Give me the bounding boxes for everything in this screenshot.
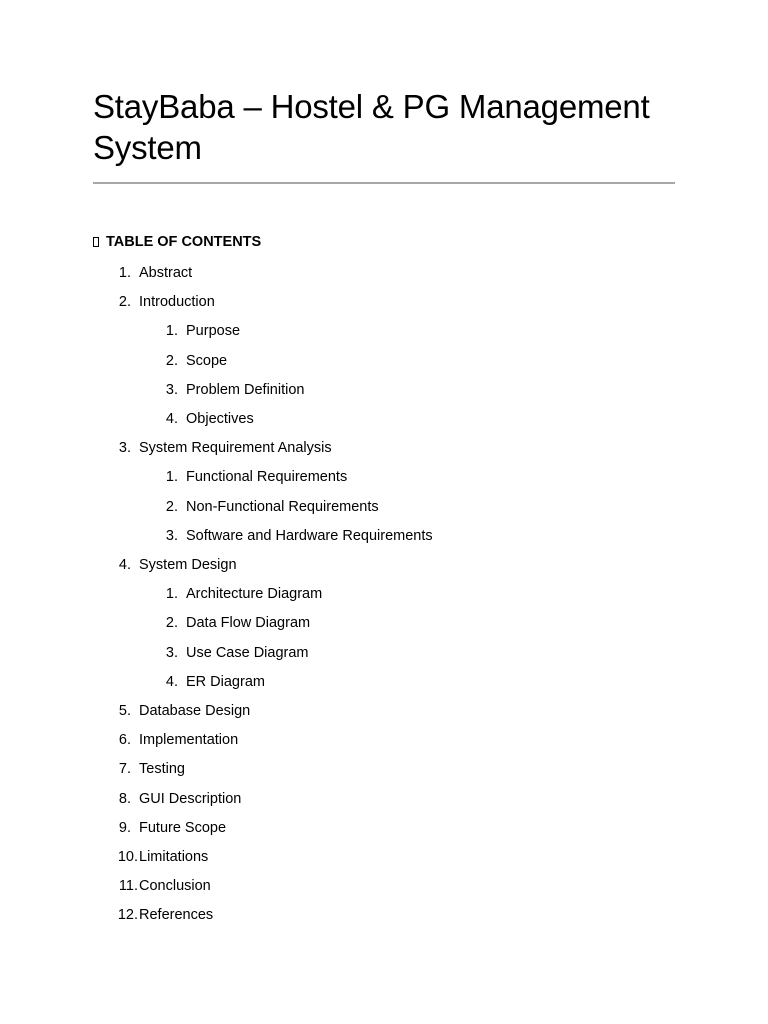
toc-item-number: 4. [165,674,178,690]
title-divider [93,182,675,184]
toc-item-number: 2. [165,353,178,369]
toc-item-label: Purpose [186,323,241,339]
toc-item [117,906,214,924]
toc-item [118,790,242,808]
toc-item-label: Non-Functional Requirements [186,499,379,515]
toc-item-number: 3. [118,440,131,456]
toc-item-label: Limitations [139,849,209,865]
toc-item-number: 11. [118,878,138,894]
toc-heading [93,233,261,251]
toc-item-label: GUI Description [139,791,242,807]
toc-item [118,293,215,311]
toc-item-label: Database Design [139,703,251,719]
toc-item [118,556,237,574]
toc-item-number: 4. [165,411,178,427]
page-title [93,86,693,168]
toc-item-number: 5. [118,703,131,719]
toc-item-label: System Requirement Analysis [139,440,332,456]
toc-item [118,731,239,749]
toc-item [118,702,251,720]
toc-item-label: Use Case Diagram [186,645,309,661]
toc-item-number: 3. [165,382,178,398]
toc-item-number: 1. [165,586,178,602]
toc-item-number: 9. [118,820,131,836]
toc-item-label: Architecture Diagram [186,586,323,602]
toc-item-number: 2. [165,615,178,631]
toc-item [165,673,265,691]
toc-item [165,381,305,399]
toc-item [117,848,209,866]
toc-item-label: Future Scope [139,820,227,836]
toc-item-label: Testing [139,761,185,777]
toc-item-number: 1. [165,323,178,339]
toc-item-number: 8. [118,791,131,807]
toc-item [165,410,254,428]
toc-item-label: Abstract [139,265,193,281]
toc-item [118,819,227,837]
toc-item-label: Problem Definition [186,382,305,398]
toc-item [165,614,311,632]
toc-item-label: Introduction [139,294,215,310]
toc-item-number: 2. [118,294,131,310]
toc-item-label: ER Diagram [186,674,265,690]
missing-glyph-icon [93,237,99,247]
toc-item-number: 2. [165,499,178,515]
toc-item-number: 12. [117,907,138,923]
toc-item-label: Conclusion [139,878,211,894]
page-title-line-1: StayBaba – Hostel & PG Management System [93,88,650,166]
toc-item-number: 1. [118,265,131,281]
toc-item [118,877,211,895]
toc-item [165,527,433,545]
toc-item-label: Software and Hardware Requirements [186,528,433,544]
toc-item-label: References [139,907,214,923]
toc-item-number: 3. [165,645,178,661]
toc-item-label: Objectives [186,411,254,427]
toc-item [118,439,332,457]
toc-item [165,322,241,340]
toc-item [165,498,379,516]
toc-item-number: 6. [118,732,131,748]
toc-item [118,264,193,282]
toc-item-label: System Design [139,557,237,573]
toc-item-label: Functional Requirements [186,469,348,485]
toc-item [118,760,185,778]
toc-item [165,352,228,370]
toc-item [165,585,323,603]
toc-item-label: Data Flow Diagram [186,615,311,631]
toc-item-number: 1. [165,469,178,485]
toc-item-number: 7. [118,761,131,777]
toc-item-number: 4. [118,557,131,573]
toc-item-label: Scope [186,353,228,369]
toc-item-number: 3. [165,528,178,544]
toc-item [165,644,309,662]
toc-item-label: Implementation [139,732,239,748]
toc-item-number: 10. [117,849,138,865]
toc-item [165,468,348,486]
toc-heading-label: TABLE OF CONTENTS [106,234,262,250]
